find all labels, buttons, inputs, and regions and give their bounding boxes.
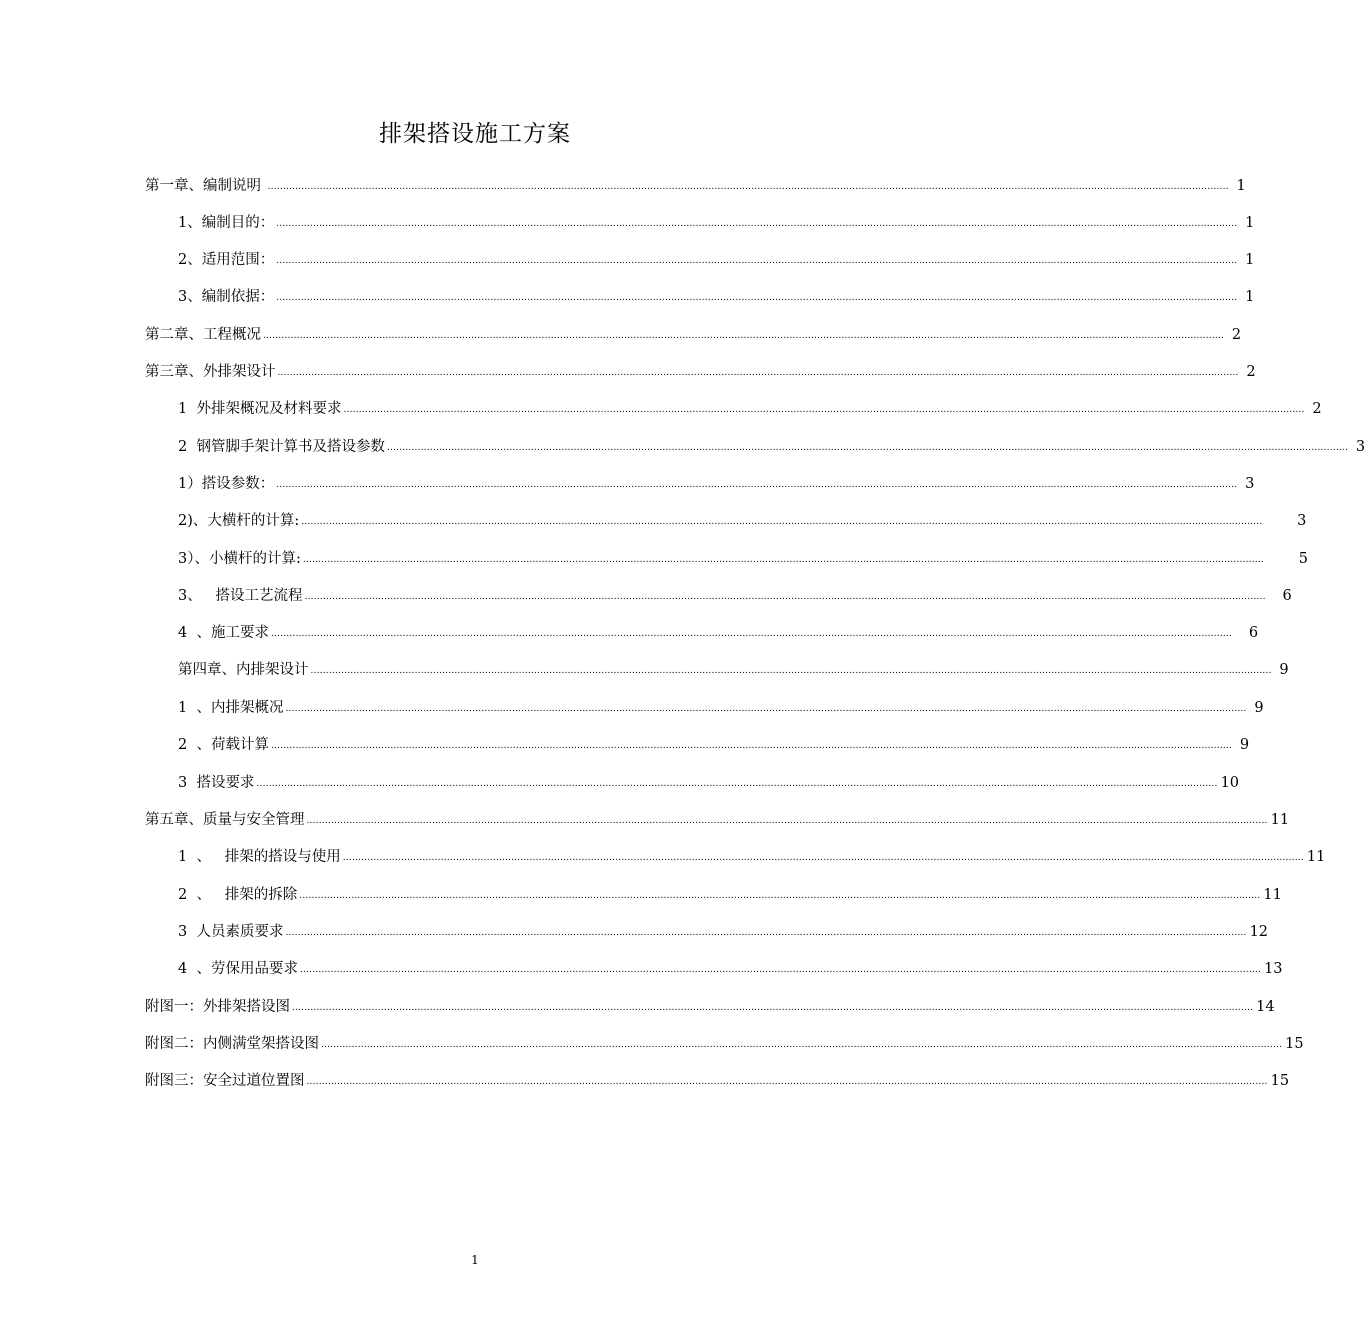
toc-leader-dots: .......................................................................................................................................................................................................................................................................................................................... [342,853,1304,863]
toc-entry-page: 6 [1282,588,1292,604]
toc-entry[interactable] [178,473,1255,493]
toc-entry-label: 1）搭设参数： [178,476,275,492]
toc-entry[interactable] [178,921,1269,941]
toc-entry[interactable] [178,958,1283,978]
toc-entry[interactable] [145,175,1246,195]
toc-entry-page: 9 [1239,737,1250,753]
toc-entry[interactable] [145,324,1242,344]
toc-entry[interactable] [145,1033,1304,1053]
toc-entry[interactable] [178,697,1264,717]
toc-leader-dots: .......................................................................................................................................................................................................................................................................................................................... [299,965,1262,975]
toc-leader-dots: .......................................................................................................................................................................................................................................................................................................................... [343,405,1305,415]
toc-entry-page: 5 [1298,551,1308,567]
toc-entry-page: 2 [1231,327,1242,343]
toc-entry[interactable] [178,734,1250,754]
toc-entry[interactable] [178,286,1255,306]
toc-leader-dots: .......................................................................................................................................................................................................................................................................................................................... [306,1077,1268,1087]
toc-entry-page: 1 [1236,178,1246,194]
toc-entry-page: 2 [1246,364,1256,380]
toc-entry-label: 3）、小横杆的计算: [178,551,301,567]
toc-entry-page: 9 [1279,662,1289,678]
toc-entry-page: 3 [1355,439,1365,455]
toc-leader-dots: .......................................................................................................................................................................................................................................................................................................................... [277,368,1239,378]
toc-leader-dots: .......................................................................................................................................................................................................................................................................................................................... [256,779,1218,789]
toc-entry[interactable] [178,249,1255,269]
toc-entry-label: 2、适用范围： [178,252,275,268]
toc-entry[interactable] [178,436,1365,456]
toc-leader-dots: .......................................................................................................................................................................................................................................................................................................................... [285,704,1247,714]
toc-entry[interactable] [178,622,1259,642]
toc-entry-label: 3 搭设要求 [178,775,255,791]
toc-entry-page: 12 [1249,924,1269,940]
toc-entry-label: 1 外排架概况及材料要求 [178,401,342,417]
toc-entry-page: 11 [1306,849,1326,865]
toc-leader-dots: .......................................................................................................................................................................................................................................................................................................................... [267,182,1229,192]
document-title: 排架搭设施工方案 [379,121,571,147]
toc-leader-dots: .......................................................................................................................................................................................................................................................................................................................... [270,629,1233,639]
toc-entry-page: 1 [1245,215,1255,231]
toc-entry-page: 15 [1285,1036,1304,1052]
toc-entry-label: 2 、荷载计算 [178,737,269,753]
page-number: 1 [471,1253,479,1267]
toc-entry[interactable] [178,510,1307,530]
toc-entry-label: 3 人员素质要求 [178,924,284,940]
toc-entry[interactable] [178,585,1292,605]
toc-entry-page: 3 [1297,513,1307,529]
toc-entry[interactable] [178,548,1308,568]
toc-entry[interactable] [145,996,1275,1016]
toc-entry-page: 11 [1263,887,1282,903]
toc-leader-dots: .......................................................................................................................................................................................................................................................................................................................... [276,256,1238,266]
toc-entry-page: 11 [1270,812,1290,828]
toc-entry-page: 3 [1245,476,1255,492]
toc-entry-page: 10 [1220,775,1240,791]
toc-entry-label: 2 钢管脚手架计算书及搭设参数 [178,439,385,455]
toc-leader-dots: .......................................................................................................................................................................................................................................................................................................................... [302,555,1264,565]
toc-entry-page: 2 [1312,401,1322,417]
toc-entry-page: 14 [1256,999,1275,1015]
toc-entry-page: 15 [1270,1073,1290,1089]
toc-entry-page: 13 [1264,961,1283,977]
toc-leader-dots: .......................................................................................................................................................................................................................................................................................................................... [263,331,1225,341]
toc-entry-label: 附图一：外排架搭设图 [145,999,290,1015]
toc-leader-dots: .......................................................................................................................................................................................................................................................................................................................... [321,1040,1283,1050]
toc-entry-label: 第一章、编制说明 [145,178,266,194]
toc-entry[interactable] [178,884,1282,904]
toc-leader-dots: .......................................................................................................................................................................................................................................................................................................................... [386,443,1349,453]
toc-entry-page: 1 [1245,289,1255,305]
toc-entry-label: 3、编制依据： [178,289,275,305]
toc-entry-label: 第三章、外排架设计 [145,364,276,380]
toc-leader-dots: .......................................................................................................................................................................................................................................................................................................................... [304,592,1266,602]
toc-leader-dots: .......................................................................................................................................................................................................................................................................................................................... [301,517,1263,527]
toc-entry-label: 2 、 排架的拆除 [178,887,298,903]
toc-entry[interactable] [178,659,1289,679]
toc-leader-dots: .......................................................................................................................................................................................................................................................................................................................... [276,293,1238,303]
toc-leader-dots: .......................................................................................................................................................................................................................................................................................................................... [306,816,1268,826]
toc-entry-label: 第五章、质量与安全管理 [145,812,305,828]
toc-entry[interactable] [145,361,1256,381]
toc-leader-dots: .......................................................................................................................................................................................................................................................................................................................... [276,480,1238,490]
toc-entry[interactable] [178,772,1240,792]
toc-leader-dots: .......................................................................................................................................................................................................................................................................................................................... [270,741,1233,751]
toc-entry-label: 3、 搭设工艺流程 [178,588,303,604]
toc-entry-label: 4 、施工要求 [178,625,269,641]
toc-leader-dots: .......................................................................................................................................................................................................................................................................................................................... [299,891,1261,901]
toc-entry-page: 6 [1248,625,1259,641]
toc-entry-label: 第二章、工程概况 [145,327,261,343]
toc-leader-dots: .......................................................................................................................................................................................................................................................................................................................... [285,928,1247,938]
toc-entry[interactable] [178,846,1326,866]
toc-entry-label: 1 、 排架的搭设与使用 [178,849,341,865]
toc-entry-label: 1、编制目的： [178,215,275,231]
toc-entry[interactable] [178,398,1322,418]
toc-leader-dots: .......................................................................................................................................................................................................................................................................................................................... [292,1003,1254,1013]
toc-entry-page: 9 [1254,700,1264,716]
toc-leader-dots: .......................................................................................................................................................................................................................................................................................................................... [310,666,1272,676]
toc-entry[interactable] [145,809,1290,829]
toc-entry-label: 附图三：安全过道位置图 [145,1073,305,1089]
toc-entry-label: 附图二：内侧满堂架搭设图 [145,1036,319,1052]
toc-entry-label: 第四章、内排架设计 [178,662,309,678]
toc-entry-page: 1 [1245,252,1255,268]
toc-entry[interactable] [178,212,1255,232]
toc-leader-dots: .......................................................................................................................................................................................................................................................................................................................... [276,219,1238,229]
toc-entry-label: 1 、内排架概况 [178,700,284,716]
toc-entry-label: 4 、劳保用品要求 [178,961,298,977]
toc-entry[interactable] [145,1070,1290,1090]
toc-entry-label: 2)、大横杆的计算: [178,513,300,529]
